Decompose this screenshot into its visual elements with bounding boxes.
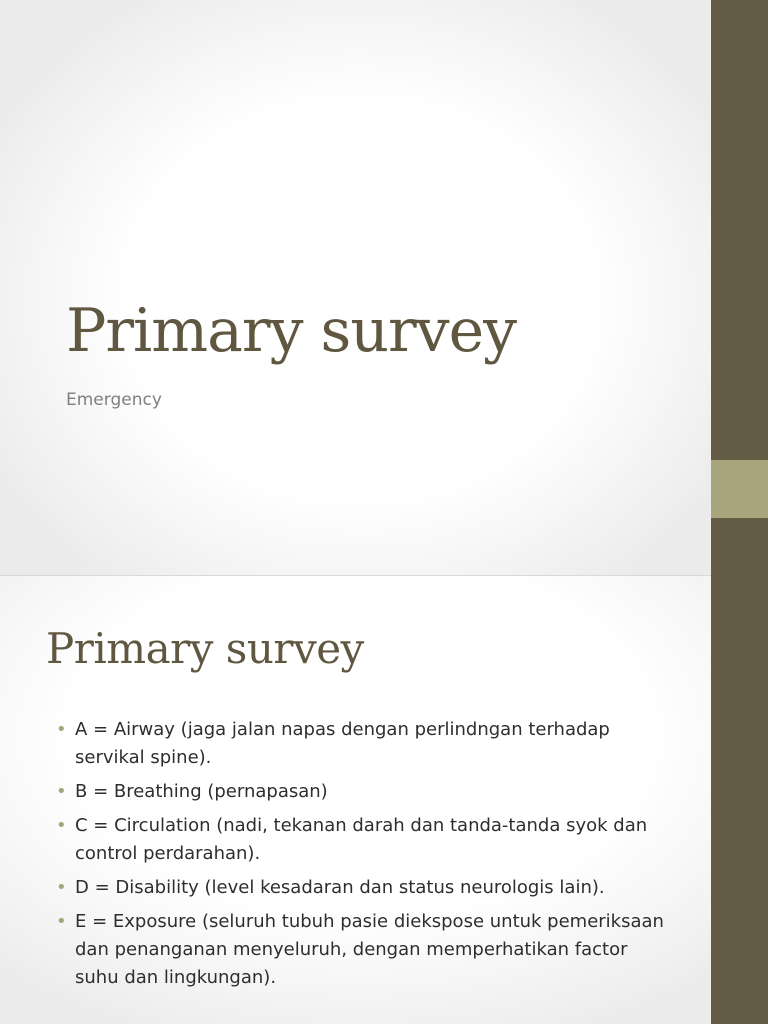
bullet-text: E = Exposure (seluruh tubuh pasie diekspose untuk pemeriksaan dan penanganan menyeluruh, dengan memperhatikan factor suhu dan lingkungan). — [75, 911, 664, 988]
bullet-text: B = Breathing (pernapasan) — [75, 781, 328, 802]
bullet-dot-icon: • — [56, 719, 67, 740]
bullet-item-airway — [56, 716, 676, 772]
bullet-text: D = Disability (level kesadaran dan status neurologis lain). — [75, 877, 605, 898]
bullet-dot-icon: • — [56, 877, 67, 898]
slide-title: Primary survey — [66, 296, 516, 366]
bullet-dot-icon: • — [56, 781, 67, 802]
content-slide — [0, 576, 711, 1024]
decorative-side-accent — [711, 460, 768, 518]
bullet-item-disability — [56, 874, 676, 902]
slide-subtitle: Emergency — [66, 390, 162, 410]
bullet-dot-icon: • — [56, 911, 67, 932]
content-slide-title: Primary survey — [46, 624, 364, 673]
bullet-text: C = Circulation (nadi, tekanan darah dan tanda-tanda syok dan control perdarahan). — [75, 815, 648, 864]
bullet-item-exposure — [56, 908, 676, 992]
bullet-item-circulation — [56, 812, 676, 868]
bullet-item-breathing — [56, 778, 676, 806]
bullet-text: A = Airway (jaga jalan napas dengan perlindngan terhadap servikal spine). — [75, 719, 610, 768]
bullet-dot-icon: • — [56, 815, 67, 836]
bullet-list — [56, 716, 676, 998]
